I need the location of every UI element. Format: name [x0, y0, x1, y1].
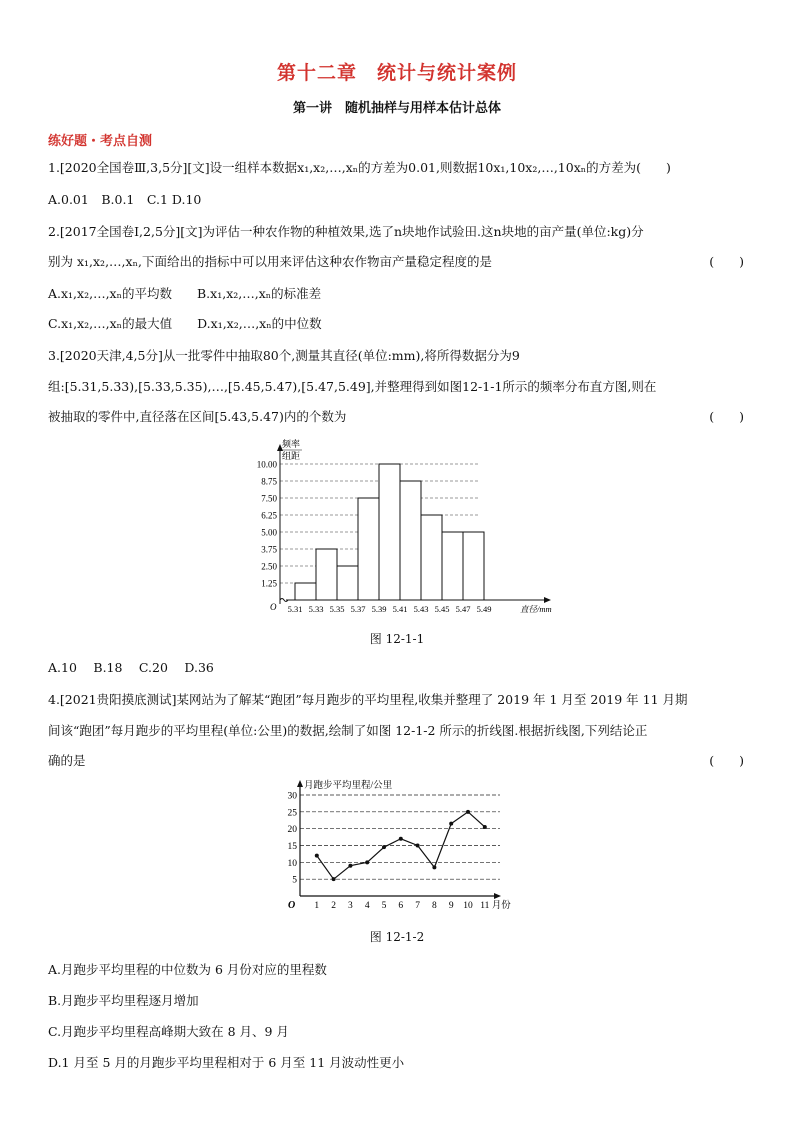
x-tick-label: 5.49	[476, 604, 492, 614]
q3-stem-line1: 3.[2020天津,4,5分]从一批零件中抽取80个,测量其直径(单位:mm),将所得数据分为9	[48, 348, 520, 363]
x-tick-label: 8	[432, 901, 437, 911]
q3-stem-line2: 组:[5.31,5.33),[5.33,5.35),…,[5.45,5.47),[5.47,5.49],并整理得到如图12-1-1所示的频率分布直方图,则在	[48, 379, 657, 394]
data-point	[432, 865, 436, 869]
q4-option-d: D.1 月至 5 月的月跑步平均里程相对于 6 月至 11 月波动性更小	[48, 1055, 405, 1070]
q4-stem-line3: 确的是	[48, 753, 86, 768]
y-tick-label: 3.75	[261, 544, 277, 555]
x-tick-label: 2	[331, 901, 336, 911]
y-tick-label: 6.25	[261, 510, 277, 521]
data-point	[332, 877, 336, 881]
data-point	[315, 854, 319, 858]
q4-stem-line2: 间该“跑团”每月跑步的平均里程(单位:公里)的数据,绘制了如图 12-1-2 所示的折线图.根据折线图,下列结论正	[48, 723, 648, 738]
x-tick-label: 11	[480, 901, 490, 911]
histogram-bar	[316, 549, 337, 600]
y-tick-label: 7.50	[261, 493, 277, 504]
data-point	[382, 845, 386, 849]
y-axis-label-top: 频率	[282, 439, 301, 449]
frequency-histogram	[230, 438, 570, 618]
y-tick-label: 5.00	[261, 527, 277, 538]
x-tick-label: 5.37	[350, 604, 366, 614]
q2-options-ab: A.x₁,x₂,…,xₙ的平均数 B.x₁,x₂,…,xₙ的标准差	[48, 286, 322, 301]
y-tick-label: 10	[287, 858, 297, 869]
section-heading: 练好题・考点自测	[48, 134, 153, 149]
q4-stem-line1: 4.[2021贵阳摸底测试]某网站为了解某“跑团”每月跑步的平均里程,收集并整理了 2019 年 1 月至 2019 年 11 月期	[48, 692, 688, 707]
y-axis-label: 月跑步平均里程/公里	[304, 781, 393, 791]
x-tick-label: 9	[448, 901, 454, 911]
x-axis-label: 月份	[491, 901, 511, 911]
x-tick-label: 1	[314, 901, 320, 911]
data-point	[466, 810, 470, 814]
y-tick-label: 8.75	[261, 476, 277, 487]
x-tick-label: 7	[415, 901, 420, 911]
data-point	[399, 837, 403, 841]
histogram-bar	[337, 566, 358, 600]
origin-label: O	[288, 900, 296, 911]
histogram-bar	[442, 532, 463, 600]
data-point	[348, 864, 352, 868]
x-tick-label: 5.45	[434, 604, 450, 614]
x-tick-label: 10	[463, 901, 473, 911]
histogram-bar	[379, 464, 400, 600]
q4-option-c: C.月跑步平均里程高峰期大致在 8 月、9 月	[48, 1024, 289, 1039]
q2-stem-line2: 别为 x₁,x₂,…,xₙ,下面给出的指标中可以用来评估这种农作物亩产量稳定程度的是	[48, 254, 492, 269]
q1-stem: 1.[2020全国卷Ⅲ,3,5分][文]设一组样本数据x₁,x₂,…,xₙ的方差为0.01,则数据10x₁,10x₂,…,10xₙ的方差为( )	[48, 160, 671, 175]
x-tick-label: 5.35	[329, 604, 345, 614]
data-point	[483, 825, 487, 829]
q3-stem-line3: 被抽取的零件中,直径落在区间[5.43,5.47)内的个数为	[48, 409, 347, 424]
q1-options: A.0.01 B.0.1 C.1 D.10	[48, 192, 202, 207]
y-tick-label: 10.00	[256, 459, 277, 470]
figure-12-1-2-caption: 图 12-1-2	[369, 930, 425, 944]
histogram-bar	[421, 515, 442, 600]
x-axis-arrow	[494, 893, 501, 899]
q2-answer-paren: ( )	[709, 254, 744, 269]
origin-label: O	[270, 602, 277, 612]
x-axis-arrow	[544, 597, 551, 603]
x-tick-label: 5.39	[371, 604, 387, 614]
data-point	[416, 844, 420, 848]
histogram-bar	[295, 583, 316, 600]
data-point	[449, 822, 453, 826]
chapter-title: 第十二章 统计与统计案例	[276, 62, 517, 84]
q3-answer-paren: ( )	[709, 409, 744, 424]
q4-answer-paren: ( )	[709, 753, 744, 768]
x-tick-label: 3	[348, 901, 353, 911]
y-axis-label-bottom: 组距	[282, 451, 301, 461]
x-tick-label: 5.33	[308, 604, 324, 614]
y-tick-label: 5	[292, 875, 297, 886]
x-tick-label: 5.47	[455, 604, 471, 614]
y-tick-label: 2.50	[261, 561, 277, 572]
y-tick-label: 1.25	[261, 578, 277, 589]
y-tick-label: 30	[287, 791, 297, 802]
y-tick-label: 25	[287, 808, 297, 819]
q4-option-a: A.月跑步平均里程的中位数为 6 月份对应的里程数	[48, 962, 327, 977]
y-axis-arrow	[297, 780, 303, 787]
data-point	[365, 860, 369, 864]
x-tick-label: 5	[381, 901, 387, 911]
q2-stem-line1: 2.[2017全国卷Ⅰ,2,5分][文]为评估一种农作物的种植效果,选了n块地作试验田.这n块地的亩产量(单位:kg)分	[48, 224, 644, 239]
x-tick-label: 5.43	[413, 604, 429, 614]
histogram-bar	[358, 498, 379, 600]
lesson-subtitle: 第一讲 随机抽样与用样本估计总体	[292, 101, 501, 116]
histogram-bar	[400, 481, 421, 600]
q3-options: A.10 B.18 C.20 D.36	[48, 660, 214, 675]
x-tick-label: 5.41	[392, 604, 408, 614]
q2-options-cd: C.x₁,x₂,…,xₙ的最大值 D.x₁,x₂,…,xₙ的中位数	[48, 316, 322, 331]
x-tick-label: 5.31	[287, 604, 303, 614]
x-tick-label: 6	[398, 901, 404, 911]
x-axis-label: 直径/mm	[520, 604, 552, 614]
q4-option-b: B.月跑步平均里程逐月增加	[48, 993, 199, 1008]
histogram-bar	[463, 532, 484, 600]
y-tick-label: 20	[287, 825, 297, 836]
x-tick-label: 4	[364, 901, 370, 911]
figure-12-1-1-caption: 图 12-1-1	[369, 632, 425, 646]
y-tick-label: 15	[287, 842, 297, 852]
monthly-mileage-line-chart	[280, 778, 520, 914]
